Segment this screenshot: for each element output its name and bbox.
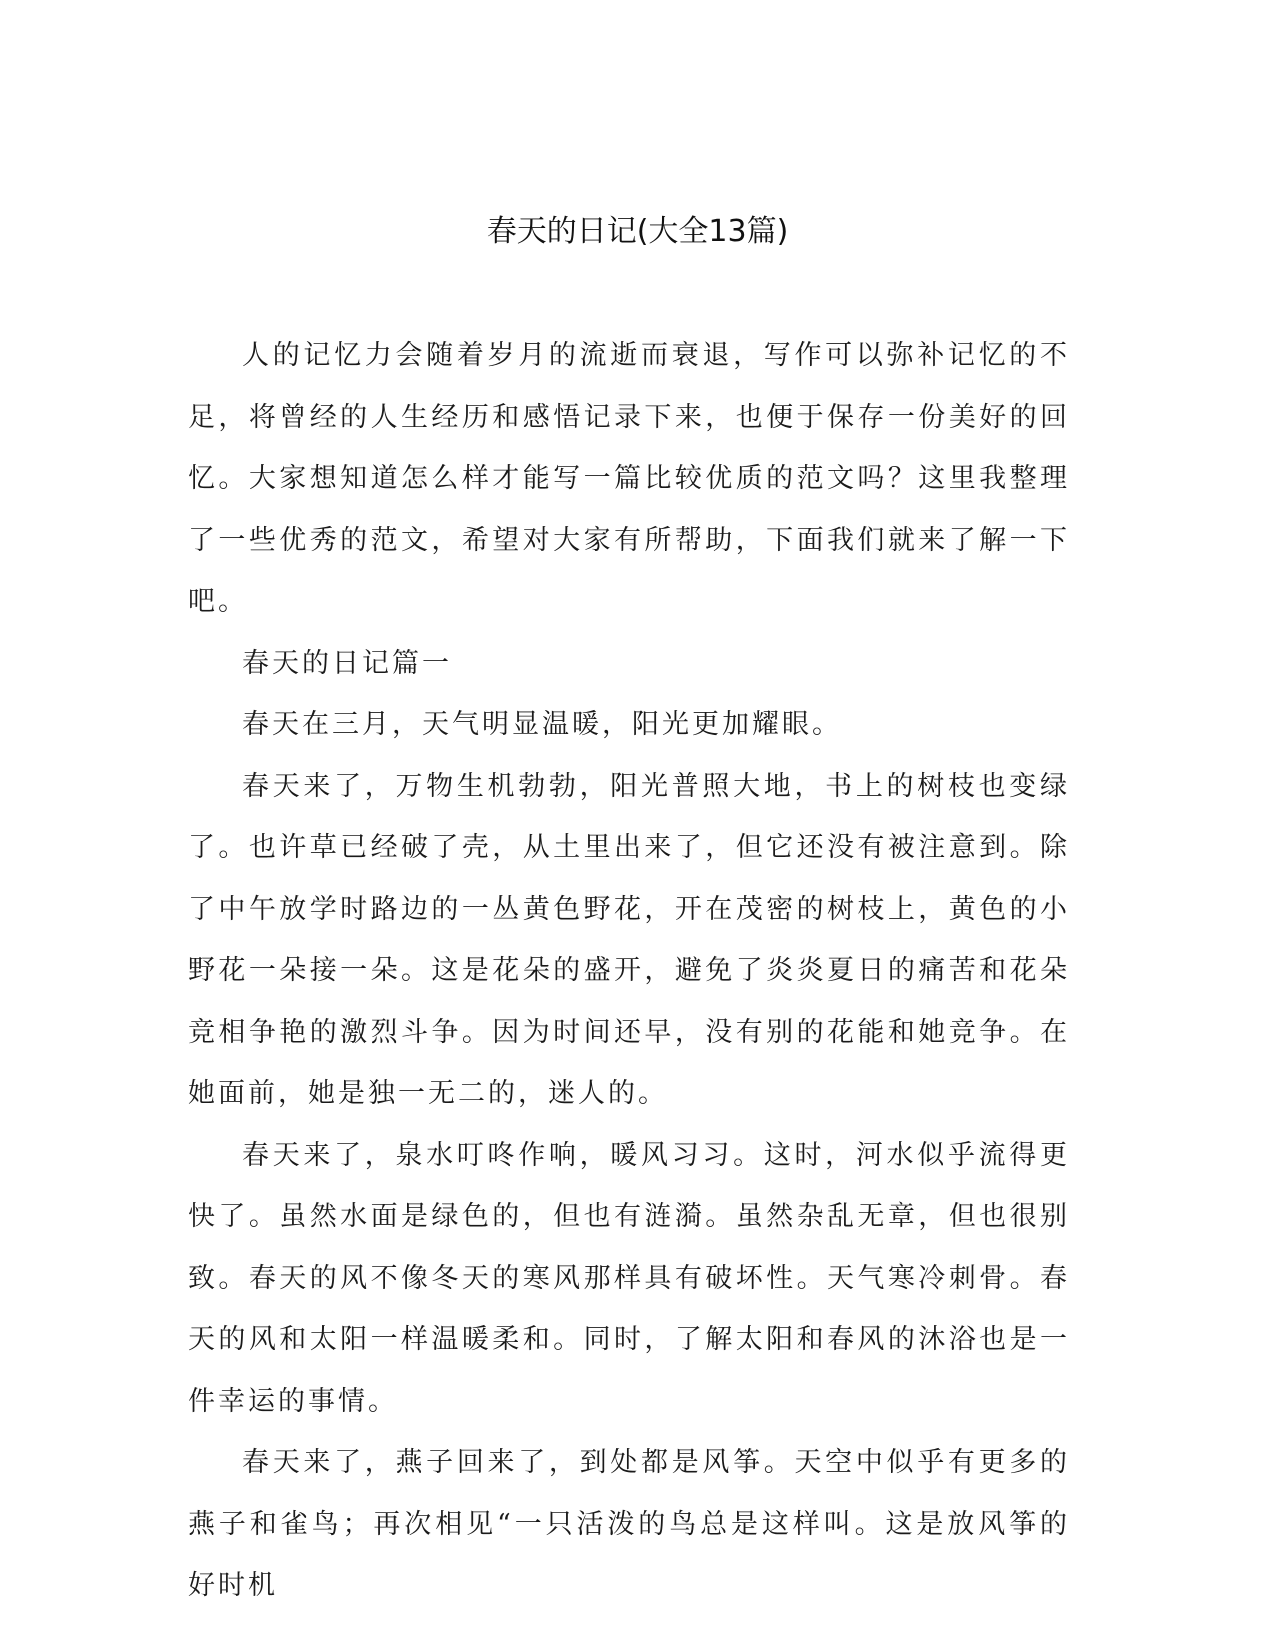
body-paragraph: 春天来了，万物生机勃勃，阳光普照大地，书上的树枝也变绿了。也许草已经破了壳，从土里出来了，但它还没有被注意到。除了中午放学时路边的一丛黄色野花，开在茂密的树枝上，黄色的小野花一朵接一朵。这是花朵的盛开，避免了炎炎夏日的痛苦和花朵竞相争艳的激烈斗争。因为时间还早，没有别的花能和她竞争。在她面前，她是独一无二的，迷人的。	[188, 770, 1070, 1109]
document-body	[188, 325, 1070, 1617]
intro-paragraph: 人的记忆力会随着岁月的流逝而衰退，写作可以弥补记忆的不足，将曾经的人生经历和感悟记录下来，也便于保存一份美好的回忆。大家想知道怎么样才能写一篇比较优质的范文吗？这里我整理了一些优秀的范文，希望对大家有所帮助，下面我们就来了解一下吧。	[188, 340, 1070, 617]
document-title: 春天的日记(大全13篇)	[486, 214, 789, 249]
body-paragraph: 春天在三月，天气明显温暖，阳光更加耀眼。	[242, 709, 842, 740]
body-paragraph: 春天来了，泉水叮咚作响，暖风习习。这时，河水似乎流得更快了。虽然水面是绿色的，但也有涟漪。虽然杂乱无章，但也很别致。春天的风不像冬天的寒风那样具有破坏性。天气寒冷刺骨。春天的风和太阳一样温暖柔和。同时，了解太阳和春风的沐浴也是一件幸运的事情。	[188, 1139, 1070, 1417]
section-heading: 春天的日记篇一	[242, 647, 452, 679]
body-paragraph: 春天来了，燕子回来了，到处都是风筝。天空中似乎有更多的燕子和雀鸟；再次相见“一只活泼的鸟总是这样叫。这是放风筝的好时机	[188, 1447, 1070, 1601]
